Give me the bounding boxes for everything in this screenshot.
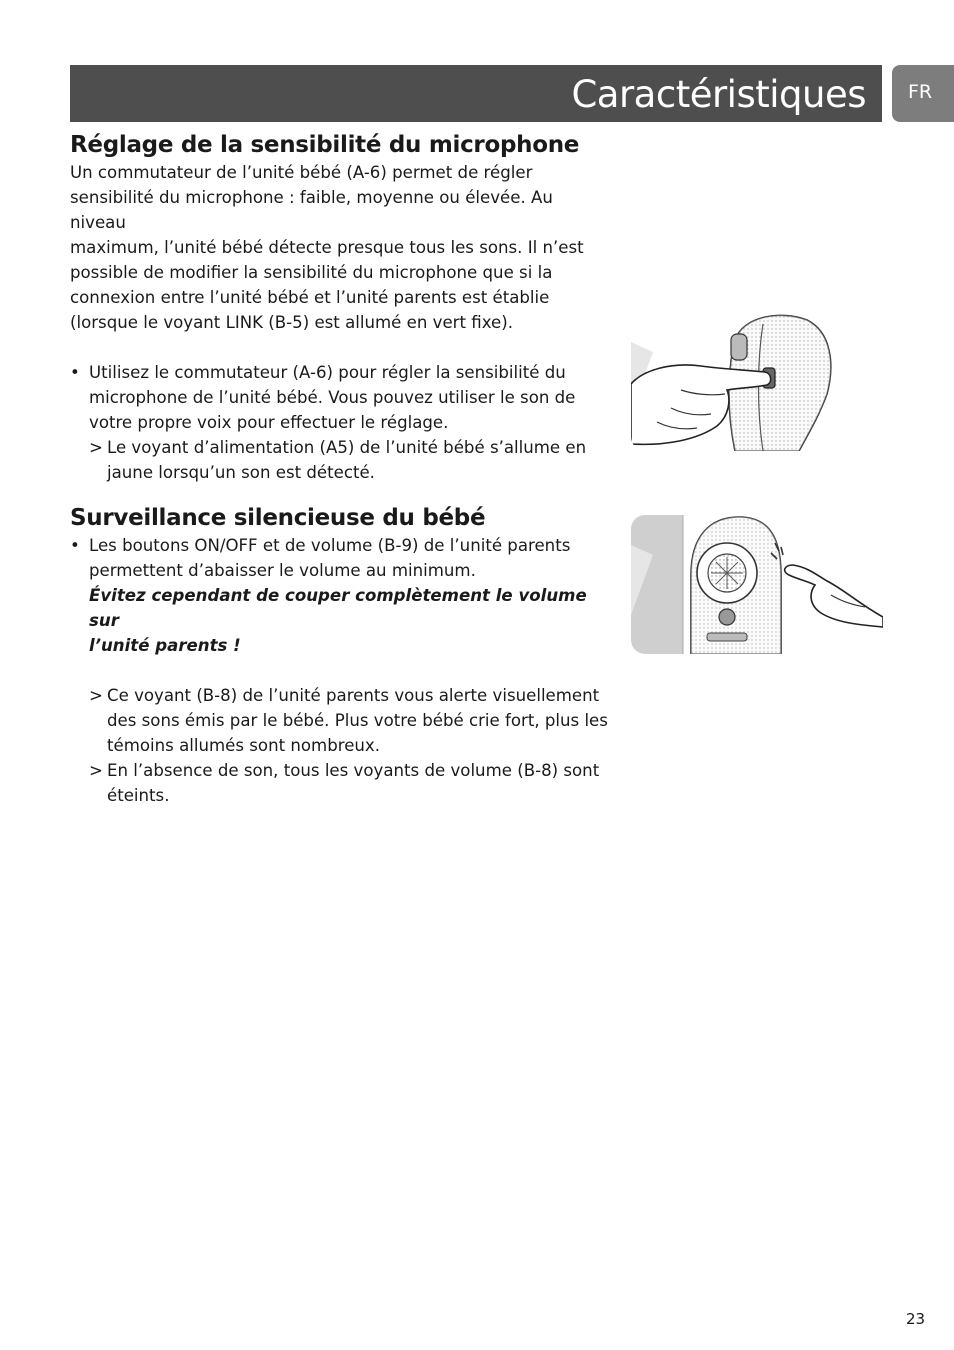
bullet-marker: •: [70, 363, 80, 382]
text-line: (lorsque le voyant LINK (B-5) est allumé en vert fixe).: [70, 313, 513, 332]
intro-paragraph: [70, 160, 610, 335]
bullet-item: [70, 360, 610, 435]
text-line: Ce voyant (B-8) de l’unité parents vous alerte visuellement: [107, 686, 600, 705]
result-item: [70, 683, 610, 758]
text-line: maximum, l’unité bébé détecte presque tous les sons. Il n’est: [70, 238, 584, 257]
text-line: connexion entre l’unité bébé et l’unité parents est établie: [70, 288, 550, 307]
result-marker: >: [89, 686, 103, 705]
parent-unit-volume-illustration: [631, 515, 883, 654]
text-line: témoins allumés sont nombreux.: [107, 736, 381, 755]
section-microphone-sensitivity: [70, 130, 610, 485]
section-heading: Réglage de la sensibilité du microphone: [70, 132, 580, 158]
text-line: sensibilité du microphone : faible, moyenne ou élevée. Au niveau: [70, 188, 553, 232]
text-line: des sons émis par le bébé. Plus votre bébé crie fort, plus les: [107, 711, 608, 730]
result-item: [70, 758, 610, 808]
result-item: [70, 435, 610, 485]
text-line: Le voyant d’alimentation (A5) de l’unité bébé s’allume en: [107, 438, 587, 457]
bullet-marker: •: [70, 536, 80, 555]
text-line: jaune lorsqu’un son est détecté.: [107, 463, 375, 482]
section-silent-monitoring: [70, 503, 610, 808]
result-marker: >: [89, 438, 103, 457]
text-line: votre propre voix pour effectuer le réglage.: [89, 413, 449, 432]
text-line: éteints.: [107, 786, 170, 805]
text-line: permettent d’abaisser le volume au minimum.: [89, 561, 476, 580]
result-marker: >: [89, 761, 103, 780]
page-title: Caractéristiques: [571, 73, 866, 116]
header-bar: [70, 65, 882, 122]
text-line: possible de modifier la sensibilité du microphone que si la: [70, 263, 553, 282]
language-tab: FR: [892, 65, 954, 122]
text-line: Utilisez le commutateur (A-6) pour régler la sensibilité du: [89, 363, 566, 382]
text-line: l’unité parents !: [89, 636, 241, 655]
bullet-item: [70, 533, 610, 583]
section-heading: Surveillance silencieuse du bébé: [70, 505, 486, 531]
text-line: Les boutons ON/OFF et de volume (B-9) de l’unité parents: [89, 536, 571, 555]
text-line: Évitez cependant de couper complètement le volume sur: [89, 586, 587, 630]
page-number: 23: [906, 1310, 926, 1328]
text-line: microphone de l’unité bébé. Vous pouvez utiliser le son de: [89, 388, 576, 407]
baby-unit-switch-illustration: [631, 312, 883, 451]
text-line: En l’absence de son, tous les voyants de volume (B-8) sont: [107, 761, 600, 780]
text-line: Un commutateur de l’unité bébé (A-6) permet de régler: [70, 163, 533, 182]
warning-note: [70, 583, 610, 658]
